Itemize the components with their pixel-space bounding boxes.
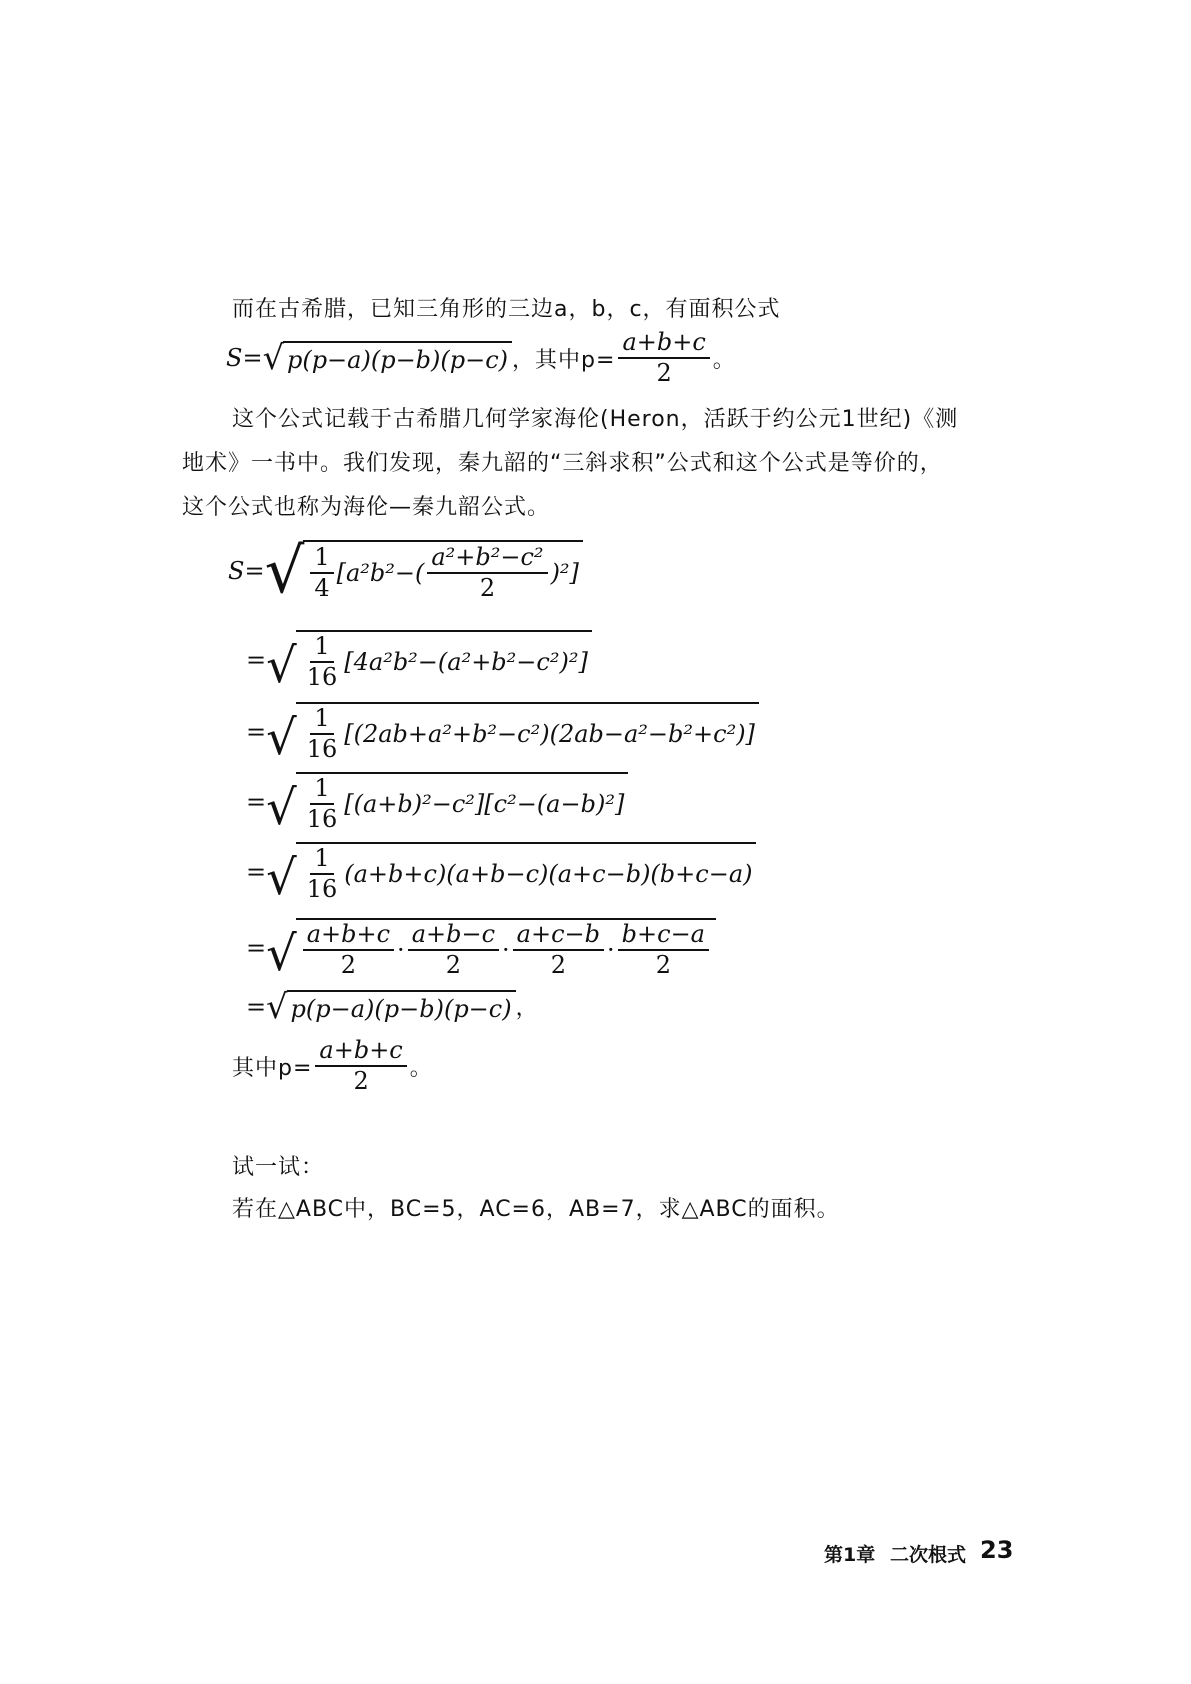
try-question: 若在△ABC中，BC=5，AC=6，AB=7，求△ABC的面积。 — [232, 1197, 840, 1222]
p-fraction-den: 2 — [656, 359, 672, 388]
footer-chapter: 第1章 — [824, 1544, 876, 1566]
step0-part-b: )²] — [550, 559, 579, 588]
step2-body: [(2ab+a²+b²−c²)(2ab−a²−b²+c²)] — [344, 720, 755, 749]
page-number: 23 — [980, 1536, 1014, 1564]
p-fraction — [618, 330, 709, 386]
step5-frac-3-num: a+c−b — [513, 922, 604, 951]
final-prefix: 其中p= — [232, 1055, 313, 1081]
equals-sign: = — [246, 992, 267, 1021]
equals-sign: = — [246, 646, 267, 675]
derivation-step-0 — [228, 534, 583, 607]
sqrt-icon: √ $\frac{1}{16}$ (a+b+c)(a+b−c)(a+c−b)(b+c−a) — [266, 842, 756, 902]
step3-body: [(a+b)²−c²][c²−(a−b)²] — [344, 790, 625, 819]
step4-body: (a+b+c)(a+b−c)(a+c−b)(b+c−a) — [344, 860, 753, 889]
step1-body: [4a²b²−(a²+b²−c²)²] — [344, 648, 588, 677]
step2-frac-den: 16 — [306, 735, 338, 764]
sqrt-icon: √ p(p−a)(p−b)(p−c) — [263, 341, 512, 375]
step0-part-a: [a²b²−( — [336, 559, 425, 588]
final-frac-num: a+b+c — [315, 1038, 406, 1067]
equals-sign: = — [246, 934, 267, 963]
paragraph-line-3: 这个公式也称为海伦—秦九韶公式。 — [182, 495, 551, 520]
step0-frac-num: 1 — [310, 545, 333, 574]
footer-section: 二次根式 — [890, 1544, 967, 1566]
sqrt-icon: √ $\frac{1}{16}$ [(a+b)²−c²][c²−(a−b)²] — [266, 772, 628, 832]
step4-frac-den: 16 — [306, 875, 338, 904]
formula-end: 。 — [712, 347, 736, 373]
step1-frac-num: 1 — [310, 634, 333, 663]
step5-frac-2-den: 2 — [445, 951, 461, 980]
equals-sign: = — [246, 858, 267, 887]
step2-frac-num: 1 — [310, 706, 333, 735]
formula-radicand: p(p−a)(p−b)(p−c) — [283, 341, 512, 375]
equals-sign: = — [246, 788, 267, 817]
equals-sign: = — [246, 718, 267, 747]
step0-frac-den: 4 — [314, 574, 330, 603]
p-fraction-num: a+b+c — [618, 330, 709, 359]
step1-frac-den: 16 — [306, 663, 338, 692]
step4-frac-num: 1 — [310, 846, 333, 875]
try-title: 试一试： — [232, 1155, 325, 1180]
step0-lhs: S= — [228, 557, 265, 586]
step5-frac-2-num: a+b−c — [408, 922, 499, 951]
derivation-step-2 — [246, 702, 759, 767]
step5-frac-1-num: a+b+c — [303, 922, 394, 951]
derivation-step-1 — [246, 630, 592, 695]
step6-end: ， — [515, 996, 539, 1022]
final-p-definition — [232, 1038, 433, 1094]
derivation-step-4 — [246, 842, 756, 907]
sqrt-icon: √ $\frac{1}{16}$ [4a²b²−(a²+b²−c²)²] — [266, 630, 592, 690]
step0-inner-den: 2 — [479, 574, 496, 603]
formula-mid: ，其中p= — [512, 347, 616, 373]
step3-frac-den: 16 — [306, 805, 338, 834]
intro-text: 而在古希腊，已知三角形的三边a，b，c，有面积公式 — [232, 297, 781, 322]
final-frac-den: 2 — [353, 1067, 369, 1096]
step5-frac-3-den: 2 — [550, 951, 566, 980]
step5-frac-1-den: 2 — [340, 951, 357, 980]
paragraph-line-2: 地术》一书中。我们发现，秦九韶的“三斜求积”公式和这个公式是等价的， — [182, 451, 943, 476]
sqrt-icon: √ $\frac{a+b+c}{2}$ · $\frac{a+b-c}{2}$ · $\frac{a+c-b}{2}$ · $\frac{b+c-a}{2}$ — [266, 918, 716, 978]
step5-frac-4-den: 2 — [655, 951, 671, 980]
paragraph-line-1: 这个公式记载于古希腊几何学家海伦(Heron，活跃于约公元1世纪)《测 — [232, 407, 959, 432]
final-end: 。 — [409, 1055, 433, 1081]
formula-lhs: S= — [226, 344, 263, 373]
step3-frac-num: 1 — [310, 776, 333, 805]
step5-frac-4-num: b+c−a — [618, 922, 709, 951]
dot-operator: · — [397, 936, 405, 965]
derivation-step-5 — [246, 918, 716, 983]
heron-formula — [226, 330, 736, 386]
sqrt-icon: √ p(p−a)(p−b)(p−c) — [266, 990, 515, 1024]
step0-inner-num: a²+b²−c² — [427, 545, 547, 574]
derivation-step-3 — [246, 772, 628, 837]
dot-operator: · — [607, 936, 615, 965]
derivation-step-6 — [246, 987, 539, 1026]
sqrt-icon: √ $\frac{1}{4}$ [a²b²−( $\frac{\text{a²+b²−c²}}{2}$ )²] — [265, 540, 583, 602]
step6-body: p(p−a)(p−b)(p−c) — [287, 990, 516, 1024]
sqrt-icon: √ $\frac{1}{16}$ [(2ab+a²+b²−c²)(2ab−a²−b²+c²)] — [266, 702, 759, 762]
dot-operator: · — [502, 936, 510, 965]
